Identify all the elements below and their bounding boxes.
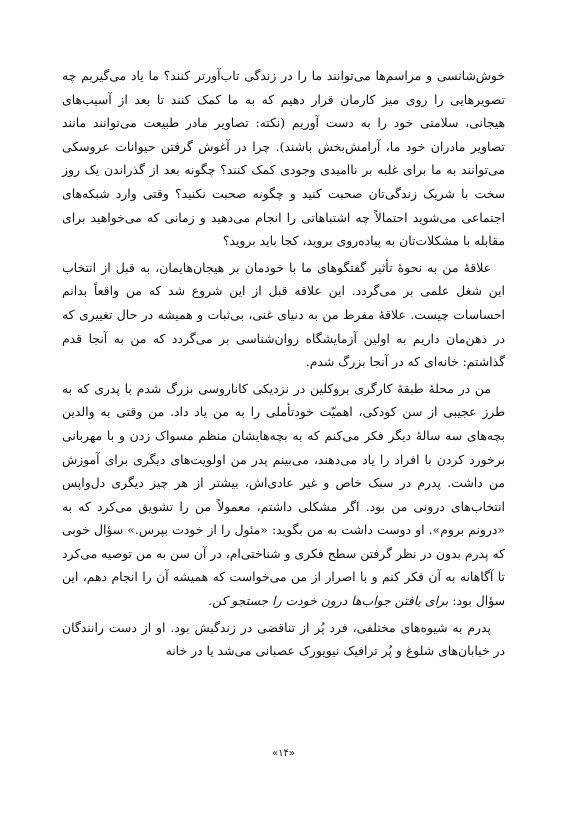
page-body bbox=[62, 64, 505, 663]
page-number: «۱۴» bbox=[272, 748, 295, 759]
paragraph-4: پدرم به شیوه‌های مختلفی، فرد پُر از تناقضی در زندگیش بود. او از دست رانندگان در خیابان‌های شلوغ و پُر ترافیک نیویورک عصبانی می‌شد یا در خانه bbox=[62, 619, 505, 659]
paragraph-3-text: من در محلهٔ طبقهٔ کارگری بروکلین در نزدیکی کاناروسی بزرگ شدم با پدری که به طرز عجیبی از سن کودکی، اهمیّت خودتأملی را به من یاد داد. من وقتی به والدین بچه‌های سه سالهٔ دیگر فکر می‌کنم که به بچه‌هایشان منظم مسواک زدن و با مهربانی برخورد کردن با افراد را یاد می‌دهند، می‌بینم پدر من اولویت‌های دیگری برای آموزش من داشت. پدرم در سبک خاص و غیر عادی‌اش، بیشتر از هر چیز دیگری دل‌واپس انتخاب‌های درونی من بود. اگر مشکلی داشتم، معمولاً من را تشویق می‌کرد که به «درونم بروم». او دوست داشت به من بگوید: «مئول را از خودت بپرس.» سؤال خوبی که پدرم بدون در نظر گرفتن سطح فکری و شناختی‌ام، در آن سن به من توصیه می‌کرد تا آگاهانه به آن فکر کنم و با اصرار از من می‌خواست که همیشه آن را انجام دهم، این سؤال بود: bbox=[62, 380, 505, 609]
paragraph-2: علاقهٔ من به نحوهٔ تأثیر گفتگوهای ما با خودمان بر هیجان‌هایمان، به قبل از انتخاب این شغل علمی بر می‌گردد. این علاقه قبل از این شروع شد که من واقعاً بدانم احساسات چیست. علاقهٔ مفرط من به دنیای غنی، بی‌ثبات و همیشه در حال تغییری که در ذهن‌مان داریم به اولین آزمایشگاه روان‌شناسی بر می‌گردد که من به آنجا قدم گذاشتم: خانه‌ای که در آنجا بزرگ شدم. bbox=[62, 259, 505, 370]
paragraph-3-emphasis: برای یافتن جواب‌ها درون خودت را جستجو کن. bbox=[208, 593, 449, 609]
paragraph-1: خوش‌شانسی و مراسم‌ها می‌توانند ما را در زندگی تاب‌آورتر کنند؟ ما یاد می‌گیریم چه تصویرهایی را روی میز کارمان قرار دهیم که به ما کمک کنند تا بعد از آسیب‌های هیجانی، سلامتی خود را به دست آوریم (نکته: تصاویر مادر طبیعت می‌توانند مانند تصاویر مادران خود ما، آرامش‌بخش باشند). چرا در آغوش گرفتن حیوانات عروسکی می‌توانند به ما برای غلبه بر ناامیدی وجودی کمک کنند؟ چگونه بعد از گذراندن یک روز سخت با شریک زندگی‌تان صحبت کنید و چگونه صحبت نکنید؟ وقتی وارد شبکه‌های اجتماعی می‌شوید احتمالاً چه اشتباهاتی را انجام می‌دهید و زمانی که می‌خواهید برای مقابله با مشکلات‌تان به پیاده‌روی بروید، کجا باید بروید؟ bbox=[62, 68, 505, 249]
paragraph-3 bbox=[62, 377, 505, 613]
